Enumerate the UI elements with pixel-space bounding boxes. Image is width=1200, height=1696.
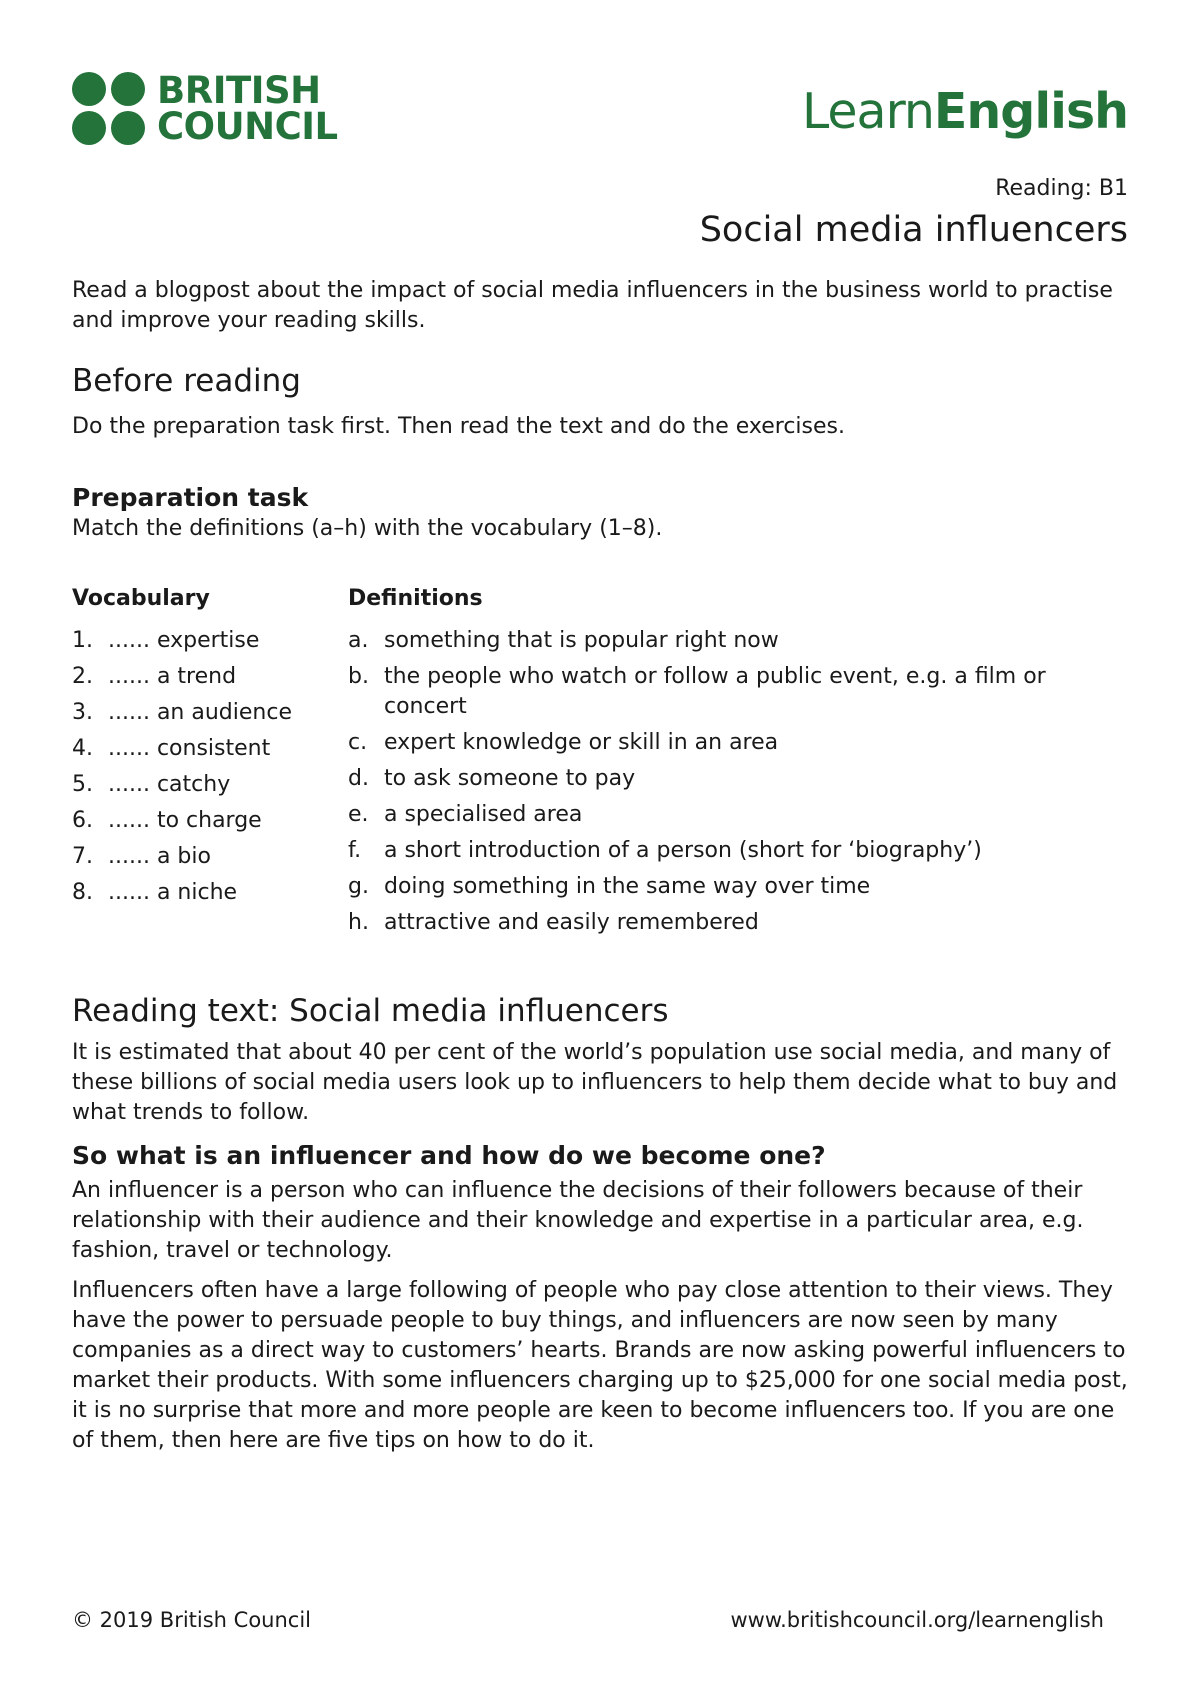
list-item: a. something that is popular right now bbox=[348, 628, 779, 653]
list-item: 8. ...... a niche bbox=[72, 880, 238, 905]
vocabulary-column bbox=[72, 584, 332, 914]
level-label: Reading: B1 bbox=[995, 176, 1128, 201]
footer-url[interactable]: www.britishcouncil.org/learnenglish bbox=[730, 1608, 1104, 1632]
preparation-section bbox=[72, 482, 1138, 544]
reading-subheading: So what is an influencer and how do we become one? bbox=[72, 1141, 826, 1170]
page-title: Social media influencers bbox=[699, 210, 1128, 250]
list-item: g. doing something in the same way over time bbox=[348, 874, 871, 899]
definitions-list bbox=[348, 626, 1108, 938]
list-item: e. a specialised area bbox=[348, 802, 583, 827]
intro-block bbox=[72, 276, 1138, 336]
logo-english: English bbox=[933, 83, 1128, 140]
list-item: 1. ...... expertise bbox=[72, 628, 260, 653]
list-item: 3. ...... an audience bbox=[72, 700, 292, 725]
reading-heading: Reading text: Social media influencers bbox=[72, 993, 669, 1029]
before-reading-section bbox=[72, 362, 1138, 442]
list-item: b. the people who watch or follow a public event, e.g. a film or concert bbox=[348, 664, 1046, 719]
list-item: f. a short introduction of a person (short for ‘biography’) bbox=[348, 838, 982, 863]
intro-text: Read a blogpost about the impact of social media influencers in the business world to practise and improve your reading skills. bbox=[72, 278, 1113, 333]
preparation-heading: Preparation task bbox=[72, 483, 309, 512]
list-item: 7. ...... a bio bbox=[72, 844, 211, 869]
learnenglish-logo bbox=[802, 84, 1128, 140]
reading-paragraph-1: It is estimated that about 40 per cent of the world’s population use social media, and many of these billions of social media users look up to influencers to help them decide what to buy and what trends to follow. bbox=[72, 1040, 1118, 1125]
before-reading-heading: Before reading bbox=[72, 363, 301, 399]
footer-copyright: © 2019 British Council bbox=[72, 1608, 312, 1632]
list-item: 6. ...... to charge bbox=[72, 808, 262, 833]
list-item: 4. ...... consistent bbox=[72, 736, 271, 761]
list-item: d. to ask someone to pay bbox=[348, 766, 636, 791]
list-item: h. attractive and easily remembered bbox=[348, 910, 759, 935]
definitions-heading: Definitions bbox=[348, 586, 483, 611]
logo-line-1: BRITISH bbox=[157, 68, 321, 112]
reading-section bbox=[72, 992, 1138, 1456]
reading-paragraph-3: Influencers often have a large following of people who pay close attention to their views. They have the power to persuade people to buy things, and influencers are now seen by many companies as a direct way to customers’ hearts. Brands are now asking powerful influencers to market their products. With some influencers charging up to $25,000 for one social media post, it is no surprise that more and more people are keen to become influencers too. If you are one of them, then here are five tips on how to do it. bbox=[72, 1278, 1128, 1453]
logo-line-2: COUNCIL bbox=[157, 104, 338, 148]
definitions-column bbox=[348, 584, 1108, 944]
preparation-instruction: Match the definitions (a–h) with the vocabulary (1–8). bbox=[72, 516, 663, 541]
list-item: 5. ...... catchy bbox=[72, 772, 231, 797]
vocabulary-heading: Vocabulary bbox=[72, 586, 210, 611]
list-item: 2. ...... a trend bbox=[72, 664, 237, 689]
logo-learn: Learn bbox=[801, 83, 934, 140]
list-item: c. expert knowledge or skill in an area bbox=[348, 730, 779, 755]
reading-paragraph-2: An influencer is a person who can influence the decisions of their followers because of their relationship with their audience and their knowledge and expertise in a particular area, e.g. fashion, travel or technology. bbox=[72, 1178, 1084, 1263]
before-reading-text: Do the preparation task first. Then read the text and do the exercises. bbox=[72, 414, 845, 439]
british-council-dots-icon bbox=[72, 72, 145, 145]
british-council-logo bbox=[72, 68, 338, 148]
vocabulary-list bbox=[72, 626, 332, 908]
